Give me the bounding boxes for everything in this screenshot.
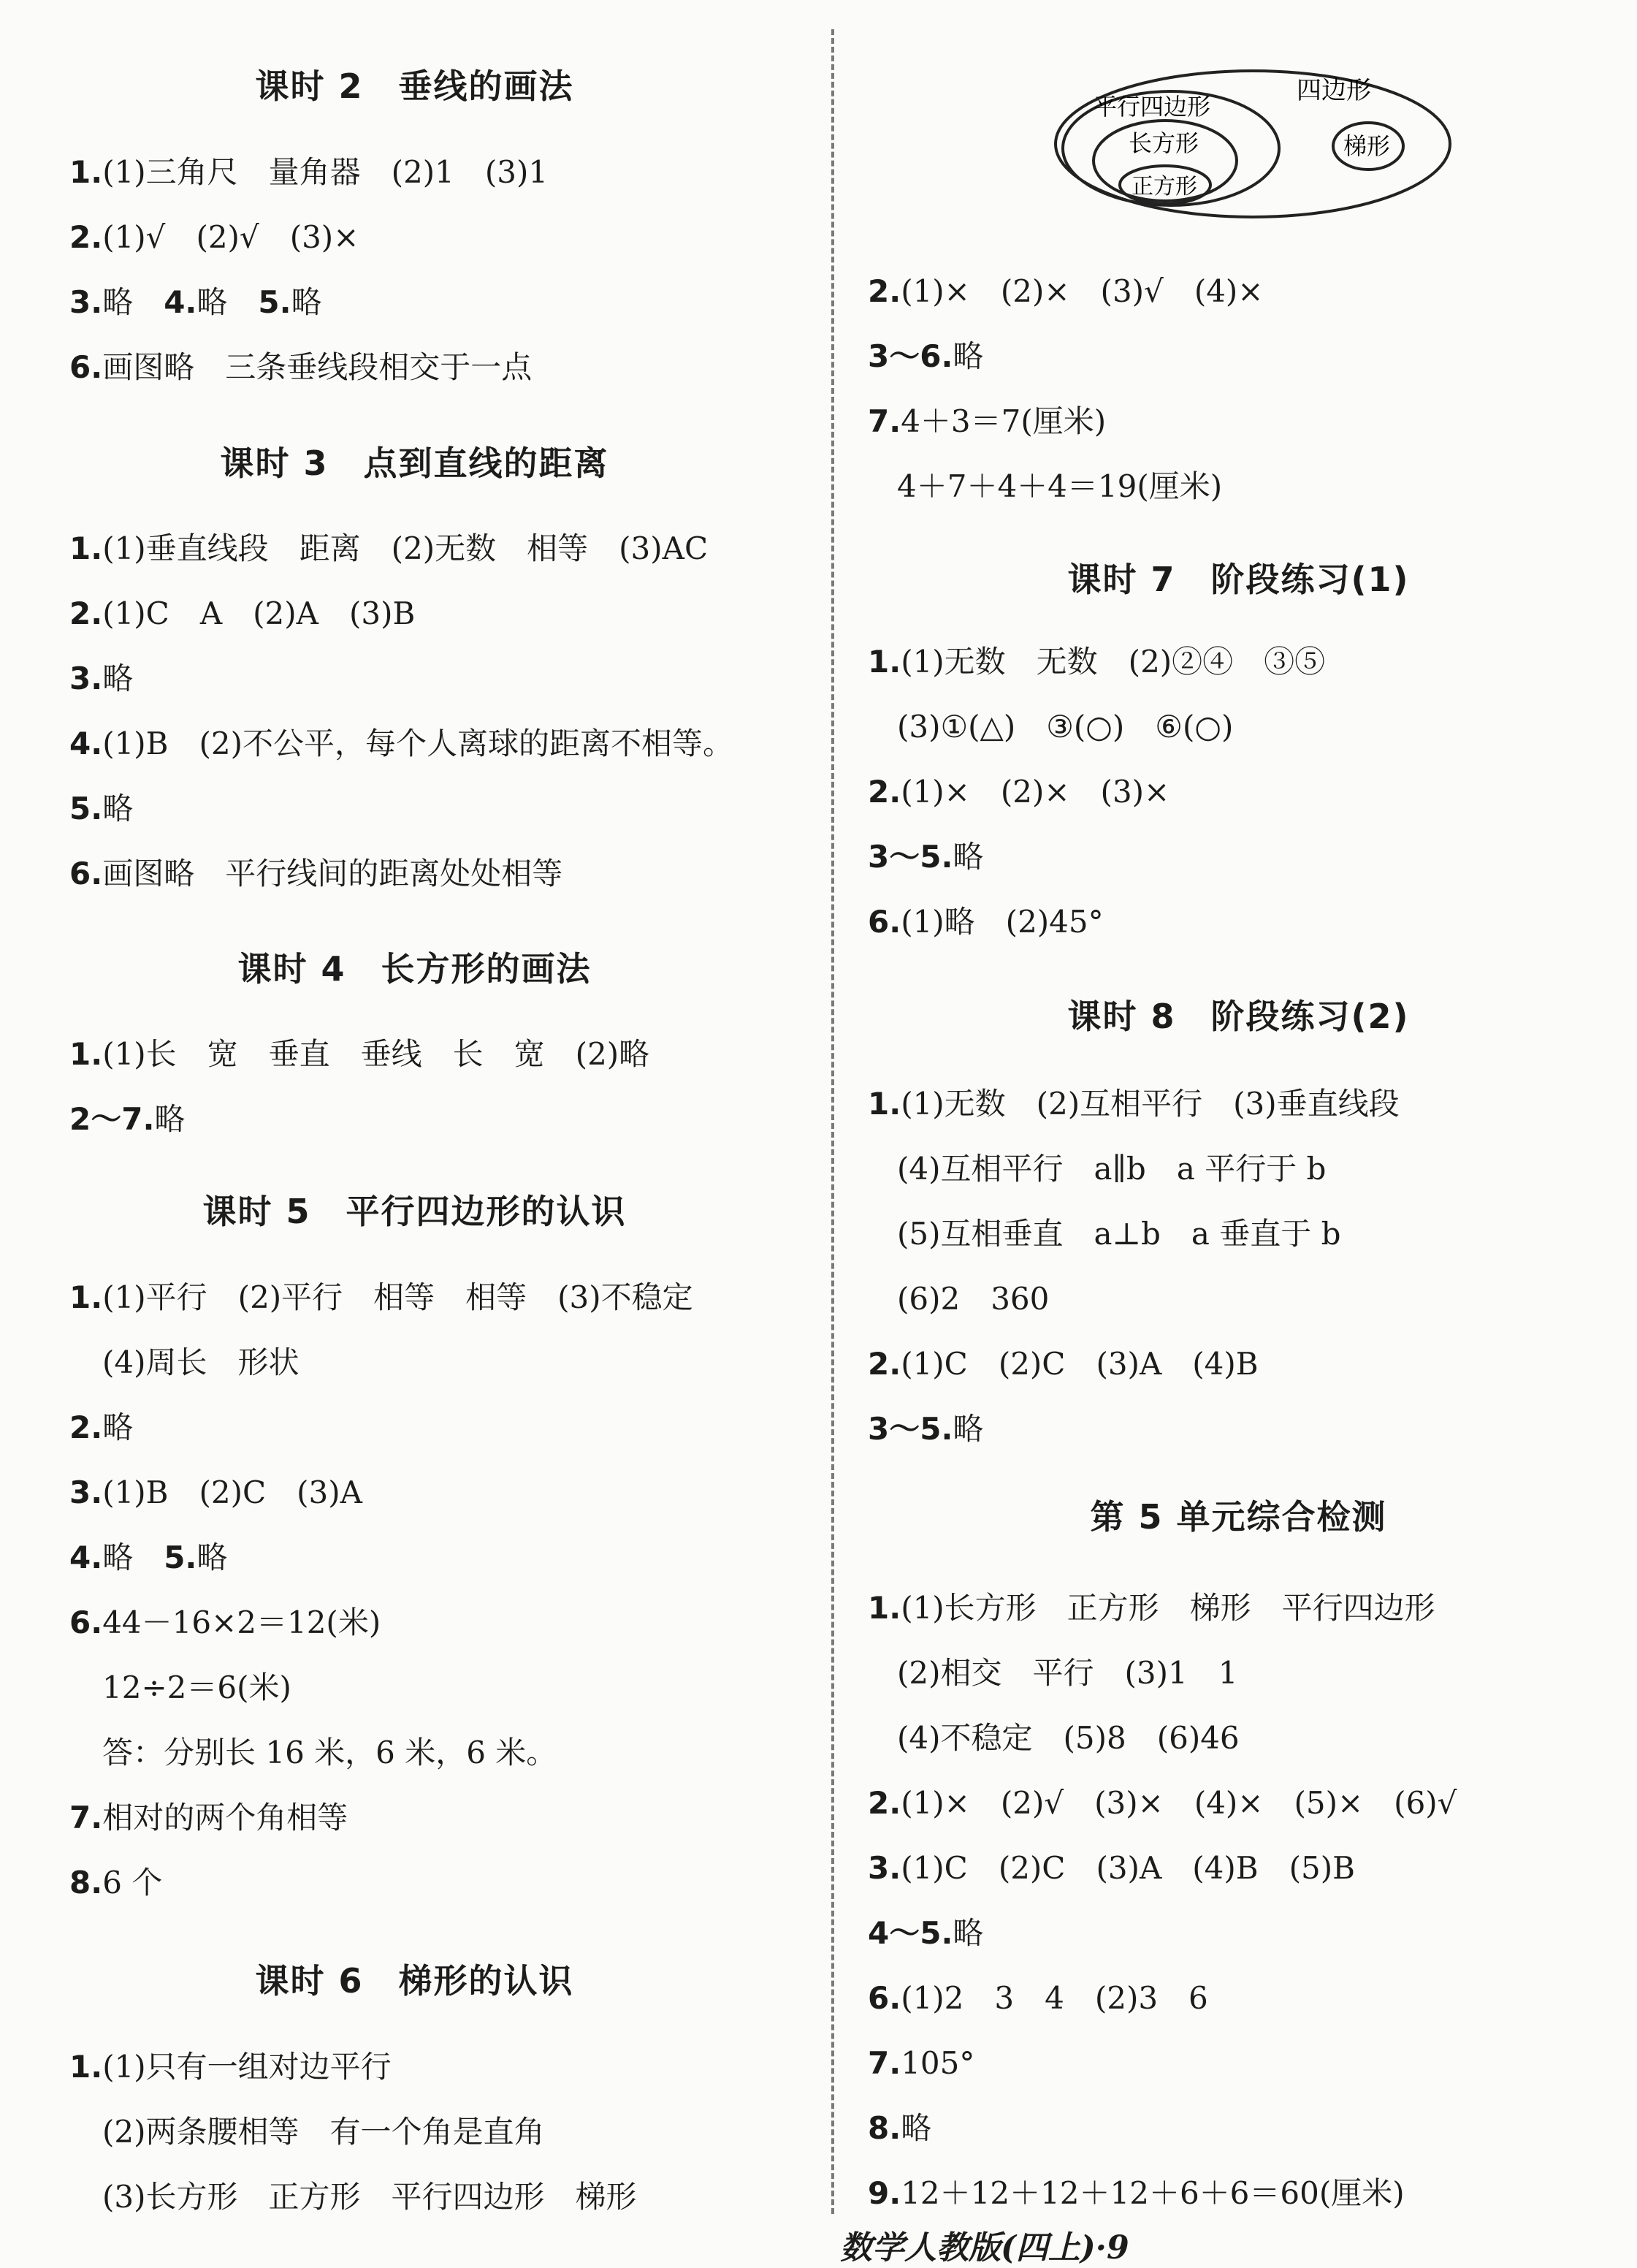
answer-line: [69, 2049, 392, 2085]
section-title-s3: 课时 3 点到直线的距离: [220, 444, 609, 483]
question-number: 4.: [69, 1540, 103, 1575]
answer-text: 105°: [901, 2045, 975, 2081]
answer-line: [897, 1655, 1238, 1691]
answer-text: (4)互相平行 a∥b a 平行于 b: [897, 1151, 1327, 1187]
question-number: 3～5.: [868, 1411, 953, 1447]
question-number: 2.: [868, 774, 901, 810]
question-number: 1.: [69, 530, 103, 566]
answer-text: 6 个: [102, 1865, 163, 1900]
answer-text: (5)互相垂直 a⊥b a 垂直于 b: [897, 1216, 1341, 1252]
question-number: 1.: [868, 644, 901, 680]
question-number: 3.: [69, 1474, 103, 1510]
question-number: 2.: [69, 1409, 103, 1445]
answer-text: (1)平行 (2)平行 相等 相等 (3)不稳定: [102, 1279, 693, 1315]
answer-text: 4＋7＋4＋4＝19(厘米): [897, 468, 1223, 504]
answer-line: [868, 644, 1326, 680]
question-number: 6.: [69, 856, 103, 891]
answer-text: (1)C (2)C (3)A (4)B: [901, 1346, 1259, 1382]
question-number: 7.: [69, 1800, 103, 1835]
section-title-s2: 课时 2 垂线的画法: [255, 66, 574, 106]
answer-line: [868, 338, 984, 374]
answer-line: [69, 1542, 227, 1573]
answer-text: (3)①(△) ③(○) ⑥(○): [897, 709, 1234, 745]
question-number: 1.: [69, 154, 103, 190]
answer-text: 答：分别长 16 米，6 米，6 米。: [102, 1735, 557, 1770]
answer-line: [69, 856, 563, 891]
question-number: 7.: [868, 2045, 901, 2081]
question-number: 5.: [164, 1540, 197, 1575]
answer-line: [69, 595, 416, 631]
question-number: 5.: [258, 284, 291, 320]
answer-text: (1)× (2)× (3)×: [901, 774, 1170, 810]
answer-text: 略: [102, 284, 164, 320]
question-number: 3～5.: [868, 839, 953, 875]
answer-text: (1)垂直线段 距离 (2)无数 相等 (3)AC: [102, 530, 709, 566]
answer-line: [69, 1409, 134, 1445]
answer-text: 略: [102, 791, 134, 826]
answer-line: [868, 1590, 1435, 1626]
question-number: 9.: [868, 2175, 901, 2211]
answer-text: 略: [901, 2110, 932, 2146]
answer-line: [102, 1344, 299, 1380]
question-number: 6.: [868, 1980, 901, 2016]
answer-text: (1)B (2)C (3)A: [102, 1474, 362, 1510]
section-title-s6: 课时 6 梯形的认识: [255, 1961, 574, 2001]
answer-line: [868, 273, 1264, 309]
answer-text: 略: [154, 1101, 186, 1137]
answer-text: (2)两条腰相等 有一个角是直角: [102, 2114, 545, 2150]
question-number: 1.: [868, 1086, 901, 1122]
question-number: 4～5.: [868, 1915, 953, 1951]
answer-text: (4)不稳定 (5)8 (6)46: [897, 1720, 1240, 1756]
question-number: 2.: [69, 219, 103, 255]
answer-text: (1)三角尺 量角器 (2)1 (3)1: [102, 154, 549, 190]
answer-line: [868, 2045, 975, 2081]
answer-text: 画图略 三条垂线段相交于一点: [102, 349, 533, 385]
answer-text: (1)√ (2)√ (3)×: [102, 219, 359, 255]
answer-line: [69, 1036, 650, 1072]
answer-line: [897, 1151, 1327, 1187]
answer-text: (4)周长 形状: [102, 1344, 299, 1380]
answer-line: [868, 1785, 1457, 1821]
answer-line: [102, 1735, 557, 1770]
answer-text: 略: [953, 338, 984, 374]
section-title-u5: 第 5 单元综合检测: [1090, 1497, 1387, 1537]
answer-text: 略: [102, 1409, 134, 1445]
answer-line: [102, 2114, 545, 2150]
answer-text: 略: [196, 284, 259, 320]
quadrilateral-venn-diagram: [1048, 62, 1457, 230]
answer-text: (1)× (2)× (3)√ (4)×: [901, 273, 1264, 309]
answer-text: 44－16×2＝12(米): [102, 1605, 381, 1640]
answer-text: (1)只有一组对边平行: [102, 2049, 392, 2085]
question-number: 4.: [164, 284, 197, 320]
answer-text: 略: [953, 1915, 984, 1951]
question-number: 4.: [69, 726, 103, 761]
answer-text: 相对的两个角相等: [102, 1800, 348, 1835]
question-number: 5.: [69, 791, 103, 826]
answer-text: (1)无数 (2)互相平行 (3)垂直线段: [901, 1086, 1400, 1122]
question-number: 1.: [69, 1279, 103, 1315]
answer-text: (6)2 360: [897, 1281, 1050, 1317]
label-parallelogram: 平行四边形: [1094, 93, 1211, 121]
answer-line: [69, 1607, 381, 1638]
question-number: 1.: [868, 1590, 901, 1626]
question-number: 3.: [69, 284, 103, 320]
answer-line: [69, 154, 549, 190]
answer-line: [69, 1279, 693, 1315]
answer-line: [897, 468, 1223, 504]
question-number: 3.: [69, 661, 103, 696]
question-number: 2.: [868, 273, 901, 309]
answer-line: [69, 663, 133, 694]
answer-line: [897, 1281, 1050, 1317]
answer-line: [868, 2110, 932, 2146]
answer-line: [868, 403, 1107, 439]
answer-text: (1)C (2)C (3)A (4)B (5)B: [901, 1850, 1355, 1886]
answer-line: [69, 349, 533, 385]
answer-line: [69, 728, 733, 759]
answer-line: [868, 774, 1170, 810]
answer-text: 12＋12＋12＋12＋6＋6＝60(厘米): [901, 2175, 1405, 2211]
answer-line: [69, 1865, 163, 1900]
question-number: 8.: [868, 2110, 901, 2146]
answer-line: [897, 1720, 1240, 1756]
answer-line: [868, 1915, 984, 1951]
answer-line: [69, 284, 322, 320]
answer-text: (1)× (2)√ (3)× (4)× (5)× (6)√: [901, 1785, 1457, 1821]
question-number: 8.: [69, 1865, 103, 1900]
question-number: 6.: [69, 1605, 103, 1640]
answer-text: 略: [291, 284, 322, 320]
answer-text: 略: [953, 1411, 984, 1447]
answer-text: (1)无数 无数 (2)②④ ③⑤: [901, 644, 1326, 680]
answer-text: 略: [953, 839, 984, 875]
column-divider: [831, 29, 834, 2214]
question-number: 3～6.: [868, 338, 953, 374]
label-trapezoid: 梯形: [1343, 132, 1391, 160]
answer-text: (1)略 (2)45°: [901, 904, 1104, 940]
label-rectangle: 长方形: [1129, 129, 1199, 157]
section-title-s4: 课时 4 长方形的画法: [237, 949, 592, 989]
answer-text: (1)B (2)不公平，每个人离球的距离不相等。: [102, 726, 734, 761]
answer-line: [868, 1980, 1208, 2016]
section-title-s8: 课时 8 阶段练习(2): [1067, 997, 1410, 1036]
answer-line: [69, 1800, 348, 1835]
question-number: 2.: [69, 595, 103, 631]
answer-line: [102, 2179, 637, 2215]
question-number: 6.: [69, 349, 103, 385]
answer-line: [868, 1086, 1400, 1122]
answer-line: [868, 1411, 984, 1447]
answer-text: (1)2 3 4 (2)3 6: [901, 1980, 1208, 2016]
answer-text: (3)长方形 正方形 平行四边形 梯形: [102, 2179, 637, 2215]
page-footer: 数学人教版(四上)·9: [840, 2229, 1129, 2267]
answer-text: 略: [102, 1540, 164, 1575]
label-quadrilateral: 四边形: [1297, 76, 1371, 105]
answer-line: [868, 1346, 1259, 1382]
answer-line: [69, 791, 134, 826]
answer-text: 略: [196, 1540, 228, 1575]
section-title-s7: 课时 7 阶段练习(1): [1067, 560, 1410, 599]
answer-text: 略: [102, 661, 134, 696]
answer-line: [102, 1670, 291, 1705]
question-number: 1.: [69, 1036, 103, 1072]
answer-text: 画图略 平行线间的距离处处相等: [102, 856, 563, 891]
answer-line: [897, 1216, 1341, 1252]
label-square: 正方形: [1132, 174, 1197, 199]
section-title-s5: 课时 5 平行四边形的认识: [202, 1192, 627, 1231]
answer-text: 4＋3＝7(厘米): [901, 403, 1107, 439]
answer-text: 12÷2＝6(米): [102, 1670, 291, 1705]
answer-text: (1)长 宽 垂直 垂线 长 宽 (2)略: [102, 1036, 650, 1072]
answer-text: (2)相交 平行 (3)1 1: [897, 1655, 1238, 1691]
question-number: 3.: [868, 1850, 901, 1886]
question-number: 2.: [868, 1785, 901, 1821]
question-number: 6.: [868, 904, 901, 940]
answer-line: [868, 1850, 1355, 1886]
question-number: 1.: [69, 2049, 103, 2085]
answer-line: [69, 1474, 362, 1510]
answer-line: [897, 709, 1234, 745]
answer-text: (1)C A (2)A (3)B: [102, 595, 416, 631]
answer-line: [69, 219, 359, 255]
answer-line: [69, 530, 709, 566]
answer-text: (1)长方形 正方形 梯形 平行四边形: [901, 1590, 1435, 1626]
answer-line: [69, 1101, 186, 1137]
answer-line: [868, 2175, 1405, 2211]
question-number: 2.: [868, 1346, 901, 1382]
answer-line: [868, 839, 984, 875]
question-number: 2～7.: [69, 1101, 155, 1137]
question-number: 7.: [868, 403, 901, 439]
answer-line: [868, 904, 1104, 940]
